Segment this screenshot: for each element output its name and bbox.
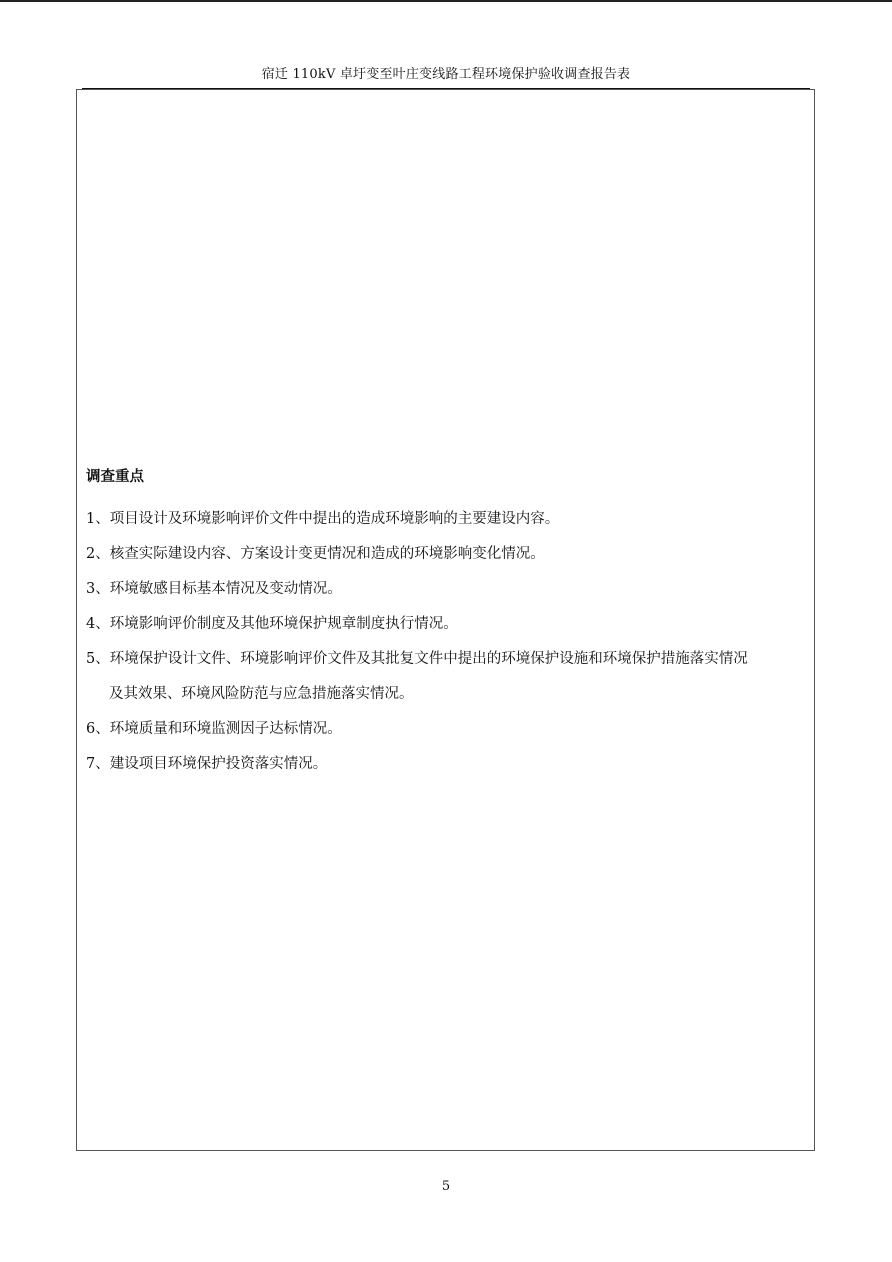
- list-item-text: 3、环境敏感目标基本情况及变动情况。: [86, 581, 342, 597]
- list-item: [86, 747, 810, 782]
- list-item: [86, 642, 810, 712]
- page-header-title: 宿迁 110kV 卓圩变至叶庄变线路工程环境保护验收调查报告表: [261, 67, 631, 82]
- page-number: 5: [441, 1179, 451, 1194]
- list-item-text: 7、建设项目环境保护投资落实情况。: [86, 756, 328, 772]
- survey-focus-list: [86, 502, 810, 782]
- list-item-continuation: 及其效果、环境风险防范与应急措施落实情况。: [109, 686, 414, 702]
- list-item-text: 2、核查实际建设内容、方案设计变更情况和造成的环境影响变化情况。: [86, 546, 545, 562]
- list-item-text: 4、环境影响评价制度及其他环境保护规章制度执行情况。: [86, 616, 458, 632]
- list-item-text: 6、环境质量和环境监测因子达标情况。: [86, 721, 342, 737]
- list-item: [86, 537, 810, 572]
- list-item: [86, 502, 810, 537]
- list-item: [86, 607, 810, 642]
- survey-focus-section: [86, 467, 810, 782]
- list-item-text: 5、环境保护设计文件、环境影响评价文件及其批复文件中提出的环境保护设施和环境保护措施落实情况: [86, 651, 748, 667]
- top-border-line: [0, 0, 892, 2]
- section-title: 调查重点: [86, 469, 144, 485]
- list-item: [86, 712, 810, 747]
- list-item-text: 1、项目设计及环境影响评价文件中提出的造成环境影响的主要建设内容。: [86, 511, 560, 527]
- list-item: [86, 572, 810, 607]
